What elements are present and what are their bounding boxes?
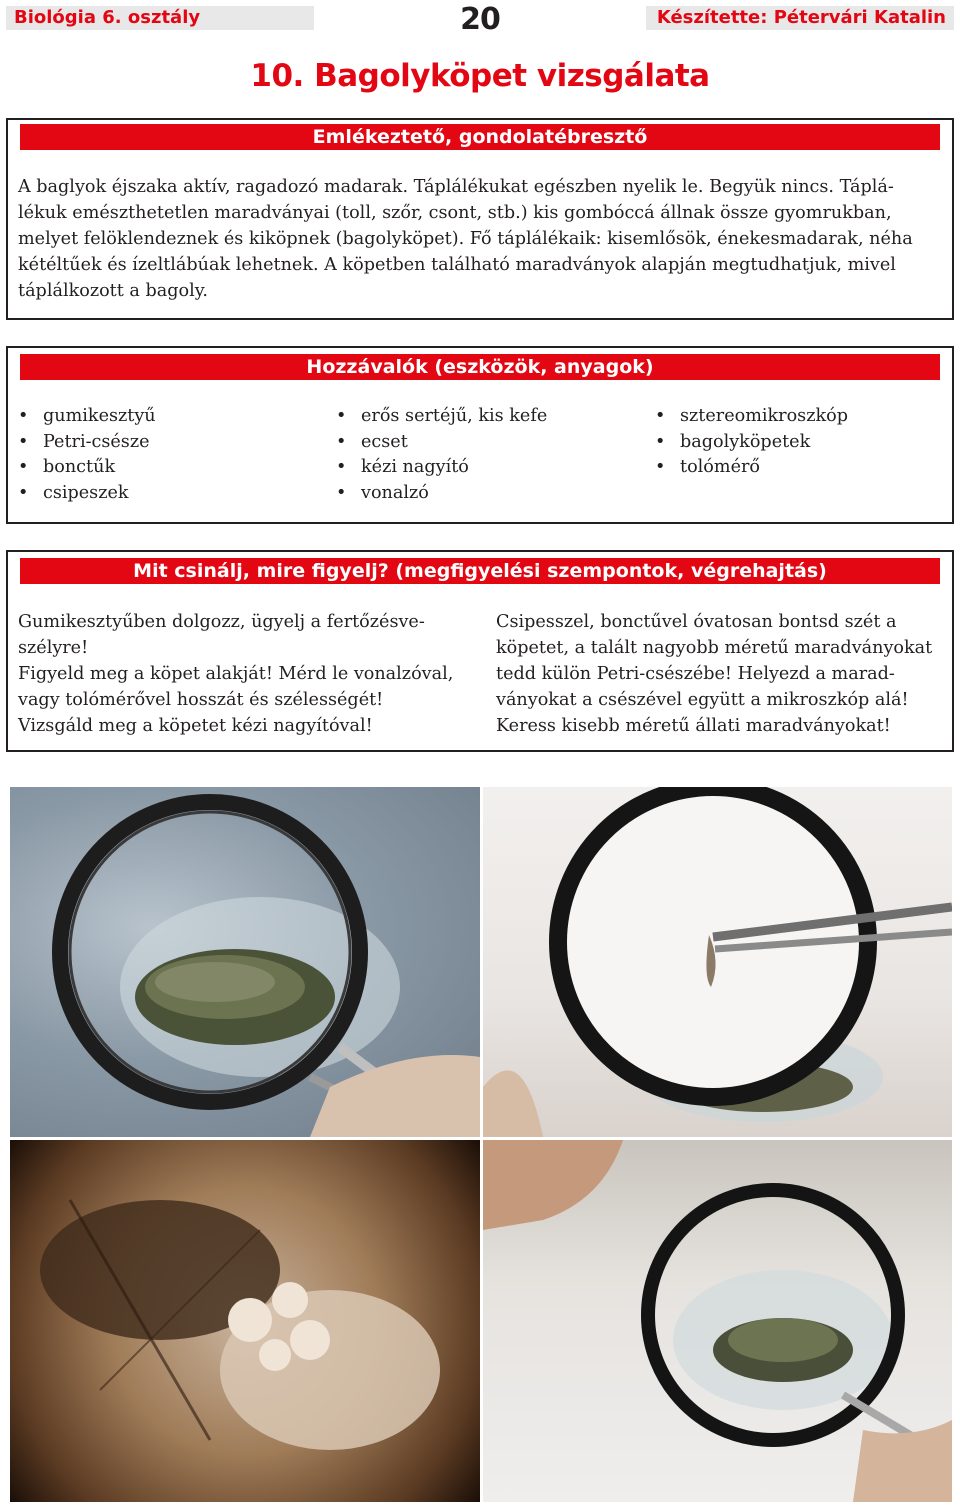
instructions-heading: Mit csinálj, mire figyelj? (megfigyelési szempontok, végrehajtás) <box>20 558 940 584</box>
page-number: 20 <box>460 2 500 37</box>
reminder-line: melyet felöklendeznek és kiköpnek (bagolyköpet). Fő táplálékaik: kisemlősök, énekesmadarak, néha <box>18 229 913 249</box>
list-item: • tolómérő <box>651 455 848 481</box>
list-item: • kézi nagyító <box>332 455 547 481</box>
instruction-line: Keress kisebb méretű állati maradványokat! <box>496 716 891 736</box>
instruction-line: tedd külön Petri-csészébe! Helyezd a marad- <box>496 664 895 684</box>
photo-microscope-view <box>10 1140 480 1502</box>
reminder-line: A baglyok éjszaka aktív, ragadozó madarak. Táplálékukat egészben nyelik le. Begyük nincs. Táplá- <box>18 177 894 197</box>
instruction-line: Gumikesztyűben dolgozz, ügyelj a fertőzésve- <box>18 612 425 632</box>
photo-tweezers-bone <box>483 787 952 1137</box>
reminder-line: lékuk emészthetetlen maradványai (toll, szőr, csont, stb.) kis gombóccá állnak össze gyomrukban, <box>18 203 892 223</box>
photo-magnifier-pellet-side <box>483 1140 952 1502</box>
list-item: • ecset <box>332 430 547 456</box>
instruction-line: Csipesszel, bonctűvel óvatosan bontsd szét a <box>496 612 897 632</box>
list-item: • bagolyköpetek <box>651 430 848 456</box>
instructions-right <box>496 609 936 739</box>
instruction-line: vagy tolómérővel hosszát és szélességét! <box>18 690 384 710</box>
photo-microscope-view-image <box>10 1140 480 1502</box>
header-author: Készítette: Pétervári Katalin <box>646 6 954 30</box>
instruction-line: Figyeld meg a köpet alakját! Mérd le vonalzóval, <box>18 664 454 684</box>
materials-list-col2 <box>332 404 547 506</box>
photo-magnifier-pellet <box>10 787 480 1137</box>
instruction-line: köpetet, a talált nagyobb méretű maradványokat <box>496 638 933 658</box>
reminder-line: táplálkozott a bagoly. <box>18 281 208 301</box>
photo-magnifier-pellet-side-image <box>483 1140 952 1502</box>
materials-list-col3 <box>651 404 848 481</box>
header-subject: Biológia 6. osztály <box>6 6 314 30</box>
instruction-line: ványokat a csészével együtt a mikroszkóp alá! <box>496 690 909 710</box>
list-item: • Petri-csésze <box>14 430 156 456</box>
reminder-line: kétéltűek és ízeltlábúak lehetnek. A köpetben található maradványok alapján megtudhatjuk, mivel <box>18 255 896 275</box>
instructions-box <box>6 550 954 752</box>
instruction-line: szélyre! <box>18 638 89 658</box>
list-item: • erős sertéjű, kis kefe <box>332 404 547 430</box>
list-item: • bonctűk <box>14 455 156 481</box>
instructions-left <box>18 609 458 739</box>
reminder-text <box>18 174 940 304</box>
list-item: • sztereomikroszkóp <box>651 404 848 430</box>
page-title: 10. Bagolyköpet vizsgálata <box>250 58 710 94</box>
reminder-box <box>6 118 954 320</box>
reminder-heading: Emlékeztető, gondolatébresztő <box>20 124 940 150</box>
list-item: • gumikesztyű <box>14 404 156 430</box>
photo-tweezers-bone-image <box>483 787 952 1137</box>
list-item: • vonalzó <box>332 481 547 507</box>
list-item: • csipeszek <box>14 481 156 507</box>
instruction-line: Vizsgáld meg a köpetet kézi nagyítóval! <box>18 716 373 736</box>
materials-list-col1 <box>14 404 156 506</box>
materials-heading: Hozzávalók (eszközök, anyagok) <box>20 354 940 380</box>
materials-box <box>6 346 954 524</box>
photo-magnifier-pellet-image <box>10 787 480 1137</box>
